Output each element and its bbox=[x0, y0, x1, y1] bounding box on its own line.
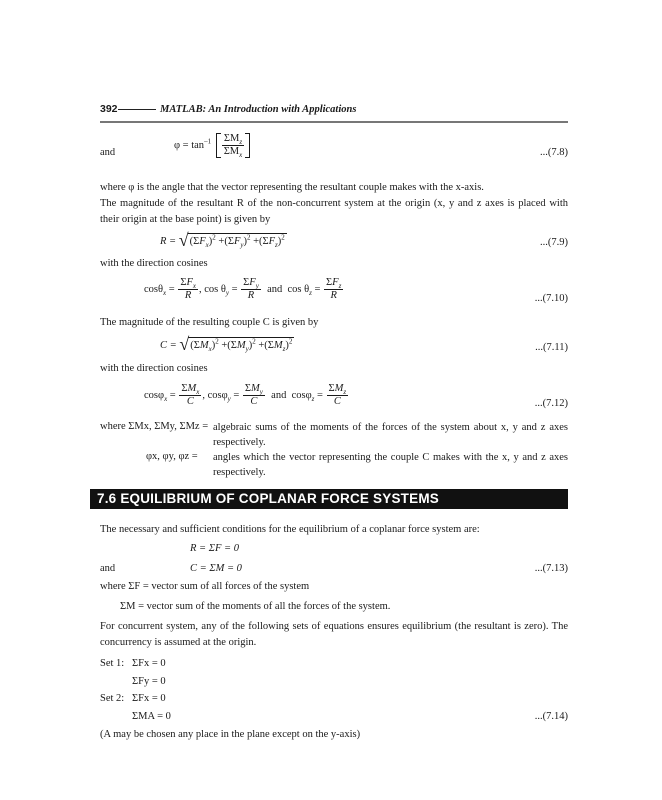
section-heading: 7.6 EQUILIBRIUM OF COPLANAR FORCE SYSTEMS bbox=[97, 491, 439, 506]
text-conditions: The necessary and sufficient conditions for the equilibrium of a coplanar force system are: bbox=[100, 524, 480, 535]
set1-label: Set 1: bbox=[100, 658, 125, 669]
header-rule bbox=[100, 121, 568, 123]
eq-7-8-sup: –1 bbox=[204, 137, 212, 146]
where-term2-label: φx, φy, φz = bbox=[146, 451, 198, 462]
eq-7-11-number: ...(7.11) bbox=[535, 342, 568, 353]
set2-label: Set 2: bbox=[100, 693, 125, 704]
eq-7-13-expr: C = ΣM = 0 bbox=[190, 563, 242, 574]
text-magnitude-C: The magnitude of the resulting couple C is given by bbox=[100, 317, 319, 328]
eq-7-9-lhs: R = bbox=[160, 236, 177, 247]
where-term1-desc: algebraic sums of the moments of the forces of the system about x, y and z axes respectively. bbox=[213, 422, 568, 449]
eq-7-8-num-sub: z bbox=[239, 138, 243, 147]
eq-7-13-number: ...(7.13) bbox=[534, 563, 568, 574]
text-where-F: where ΣF = vector sum of all forces of the system bbox=[100, 581, 310, 592]
text-dircos-1: with the direction cosines bbox=[100, 258, 208, 269]
set1-eq1: ΣFx = 0 bbox=[132, 658, 166, 669]
where-term1-label: where ΣMx, ΣMy, ΣMz = bbox=[100, 421, 209, 432]
eq-7-14-number: ...(7.14) bbox=[534, 711, 568, 722]
text-where-M: ΣM = vector sum of the moments of all the forces of the system. bbox=[120, 601, 391, 612]
set2-eq1: ΣFx = 0 bbox=[132, 693, 166, 704]
eq-7-12-number: ...(7.12) bbox=[534, 398, 568, 409]
eq-7-8-den: ΣM bbox=[223, 146, 240, 158]
eq-7-10-number: ...(7.10) bbox=[534, 293, 568, 304]
text-dircos-2: with the direction cosines bbox=[100, 363, 208, 374]
eq-7-13-lead: and bbox=[100, 563, 116, 574]
eq-7-11-lhs: C = bbox=[160, 340, 177, 351]
eq-7-8-num: ΣM bbox=[223, 133, 240, 144]
where-term2-desc: angles which the vector representing the couple C makes with the x, y and z axes respectively. bbox=[213, 452, 568, 479]
text-phi: where φ is the angle that the vector representing the resultant couple makes with the x-axis. bbox=[100, 182, 484, 193]
page-number: 392 bbox=[100, 103, 118, 115]
eq-7-9-number: ...(7.9) bbox=[540, 237, 568, 248]
equation-7-8 bbox=[174, 133, 250, 158]
eq-7-8-lhs: φ = tan bbox=[174, 140, 205, 151]
eq-R-zero: R = ΣF = 0 bbox=[190, 543, 239, 554]
equation-7-12: cosφ$_x$ = $\frac{\Sigma M_x}{C}$ , cosφ$_y$ = $\frac{\Sigma M_y}{C}$ and cosφ$_z$ = $\frac{\Sigma M_z}{C}$ bbox=[144, 383, 347, 408]
text-concurrent: For concurrent system, any of the following sets of equations ensures equilibrium (the resultant is zero). The concurrency is assumed at the origin. bbox=[100, 621, 568, 648]
eq-7-8-den-sub: x bbox=[239, 151, 243, 160]
equation-7-10: cosθ$_x$ = $\frac{\Sigma F_x}{R}$ , $\cos \theta_y$ = $\frac{\Sigma F_y}{R}$ and $\cos \theta_z$ = $\frac{\Sigma F_z}{R}$ bbox=[144, 277, 342, 302]
running-head: MATLAB: An Introduction with Applications bbox=[160, 104, 357, 115]
set1-eq2: ΣFy = 0 bbox=[132, 676, 166, 687]
eq-7-8-lead: and bbox=[100, 147, 116, 158]
set2-eq2: ΣMA = 0 bbox=[132, 711, 171, 722]
header-dash bbox=[118, 109, 156, 110]
text-magnitude-R: The magnitude of the resultant R of the non-concurrent system at the origin (x, y and z axes is placed with their origin at the base point) is given by bbox=[100, 198, 568, 225]
equation-7-11: $C = √(\Sigma M_x)^2 +(\Sigma M_y)^2 +(\Sigma M_z)^2$ bbox=[160, 334, 293, 354]
eq-7-8-number: ...(7.8) bbox=[540, 147, 568, 158]
text-note: (A may be chosen any place in the plane except on the y-axis) bbox=[100, 729, 361, 740]
equation-7-9: $R = √(\Sigma F_x)^2 +(\Sigma F_y)^2 +(\Sigma F_z)^2$ bbox=[160, 230, 285, 250]
